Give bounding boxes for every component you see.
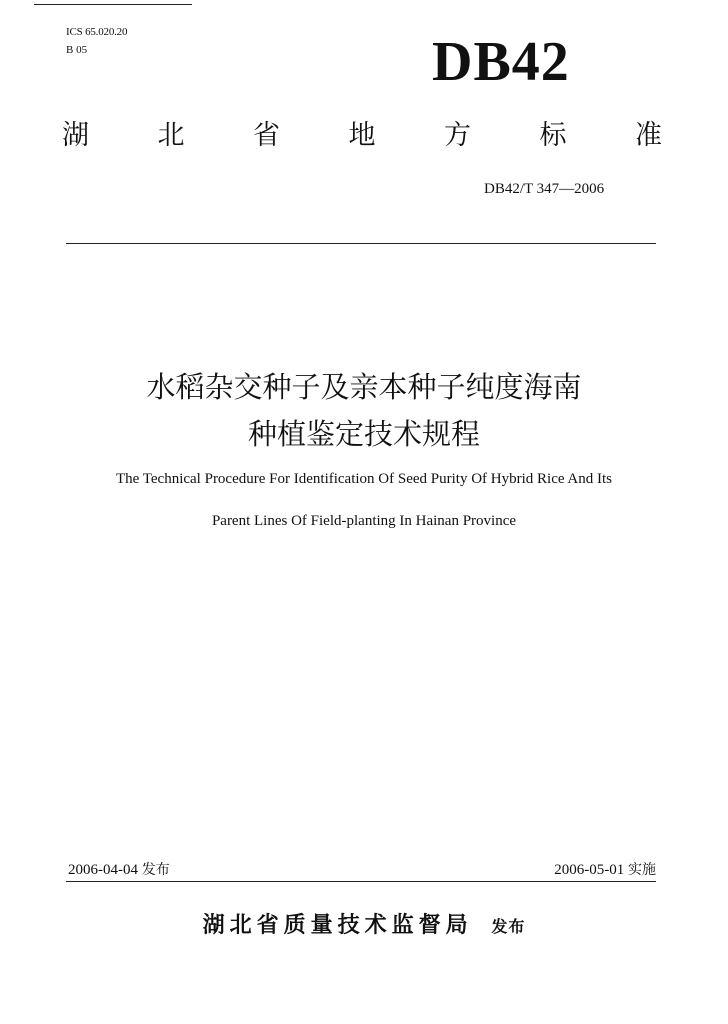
- standard-number: DB42/T 347—2006: [484, 181, 605, 197]
- category-char: 地: [348, 120, 376, 151]
- category-char: 湖: [62, 120, 89, 151]
- issue-date-label: 发布: [141, 862, 170, 878]
- db42-logo: DB42: [432, 31, 570, 93]
- category-char: 方: [444, 120, 471, 151]
- title-zh-line1: 水稻杂交种子及亲本种子纯度海南: [146, 370, 582, 404]
- implementation-date: [554, 859, 656, 879]
- issue-date: [68, 859, 170, 879]
- footer-divider: [66, 881, 656, 882]
- title-zh-line2: 种植鉴定技术规程: [247, 417, 480, 451]
- implementation-date-label: 实施: [628, 862, 656, 878]
- publisher-name: 湖北省质量技术监督局: [202, 913, 473, 938]
- title-en-line1: The Technical Procedure For Identification Of Seed Purity Of Hybrid Rice And Its: [115, 471, 613, 487]
- issue-date-value: 2006-04-04: [68, 862, 138, 878]
- ics-code: ICS 65.020.20: [66, 26, 128, 38]
- header-divider: [66, 243, 656, 244]
- classification-code: B 05: [66, 44, 88, 56]
- category-char: 标: [539, 120, 567, 151]
- category-char: 省: [253, 120, 280, 151]
- publisher: [0, 908, 728, 939]
- top-rule: [34, 4, 192, 5]
- implementation-date-value: 2006-05-01: [554, 862, 625, 878]
- title-en-line2: Parent Lines Of Field-planting In Hainan Province: [211, 513, 517, 529]
- publisher-suffix: 发布: [491, 917, 526, 936]
- category-char: 准: [635, 120, 662, 151]
- standard-category: [62, 122, 662, 149]
- category-char: 北: [157, 120, 185, 151]
